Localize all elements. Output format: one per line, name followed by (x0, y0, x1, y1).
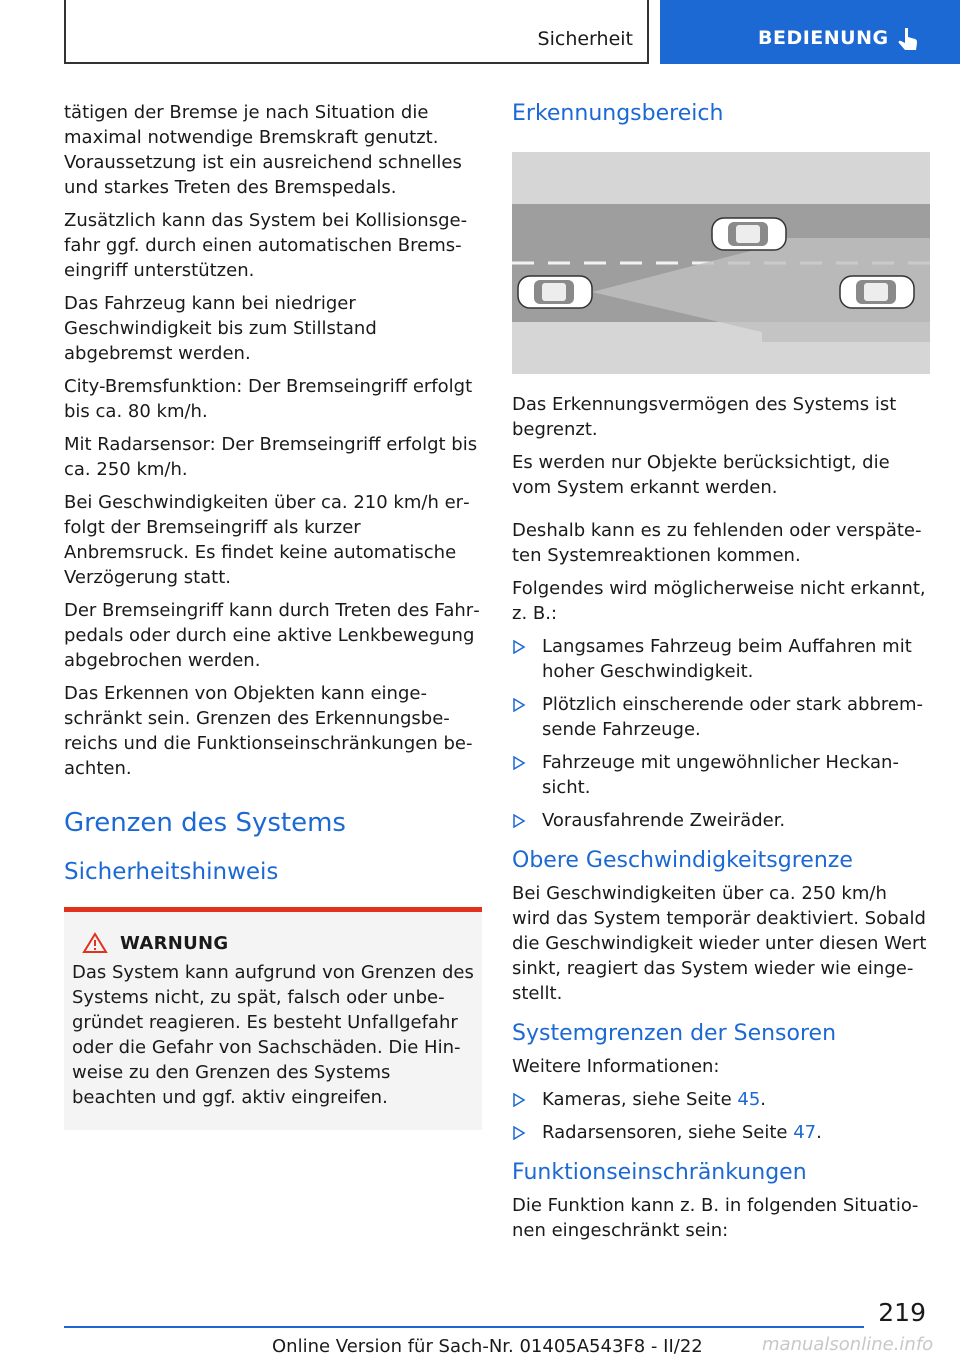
paragraph: Weitere Informationen: (512, 1056, 720, 1077)
car-top-icon (518, 276, 592, 308)
heading-erkennungsbereich: Erkennungsbereich (512, 101, 724, 126)
car-top-icon (712, 218, 786, 250)
reference-list (512, 1087, 930, 1145)
paragraph: Zusätzlich kann das System bei Kollisionsgefahr ggf. durch einen automatischen Bremseingriff unterstützen. (64, 210, 468, 281)
paragraph: Mit Radarsensor: Der Bremseingriff erfolgt bis ca. 250 km/h. (64, 434, 478, 480)
triangle-bullet-icon (512, 1126, 526, 1140)
paragraph: Folgendes wird möglicherweise nicht erkannt, z. B.: (512, 578, 926, 624)
paragraph: Die Funktion kann z. B. in folgenden Situationen eingeschränkt sein: (512, 1195, 919, 1241)
heading-sicherheitshinweis: Sicherheitshinweis (64, 859, 279, 885)
triangle-bullet-icon (512, 698, 526, 712)
heading-obere-geschwindigkeitsgrenze: Obere Geschwindigkeitsgrenze (512, 848, 853, 873)
warning-text: Das System kann aufgrund von Grenzen des Systems nicht, zu spät, falsch oder unbegründet reagieren. Es besteht Unfallgefahr oder die Gefahr von Sachschäden. Die Hinweise zu den Grenzen des Systems beachten und ggf. aktiv eingreifen. (72, 962, 474, 1108)
paragraph: Das Erkennungsvermögen des Systems ist begrenzt. (512, 394, 897, 440)
page-link[interactable]: 45 (737, 1089, 761, 1110)
chapter-label: BEDIENUNG (758, 27, 889, 49)
paragraph: Das Erkennen von Objekten kann eingeschränkt sein. Grenzen des Erkennungsbereichs und die Funktionseinschränkungen beachten. (64, 683, 473, 779)
paragraph: Deshalb kann es zu fehlenden oder verspäteten Systemreaktionen kommen. (512, 520, 922, 566)
page-number: 219 (878, 1298, 926, 1327)
triangle-bullet-icon (512, 640, 526, 654)
warning-triangle-icon (82, 932, 108, 954)
watermark: manualsonline.info (762, 1334, 934, 1355)
triangle-bullet-icon (512, 1093, 526, 1107)
triangle-bullet-icon (512, 756, 526, 770)
paragraph: Bei Geschwindigkeiten über ca. 210 km/h erfolgt der Bremseingriff als kurzer Anbremsruck. Es findet keine automatische Verzögerung statt. (64, 492, 470, 588)
paragraph: Es werden nur Objekte berücksichtigt, die vom System erkannt werden. (512, 452, 890, 498)
paragraph: Der Bremseingriff kann durch Treten des Fahrpedals oder durch eine aktive Lenkbewegung abgebrochen werden. (64, 600, 480, 671)
right-column (512, 100, 930, 1251)
list-item: Plötzlich einscherende oder stark abbremsende Fahrzeuge. (512, 692, 930, 742)
warning-box (64, 907, 482, 1130)
list-item: Langsames Fahrzeug beim Auffahren mit hoher Geschwindigkeit. (512, 634, 930, 684)
header-section-box (64, 0, 649, 64)
heading-funktionseinschraenkungen: Funktionseinschränkungen (512, 1160, 807, 1185)
limitation-list (512, 634, 930, 833)
detection-range-illustration (512, 152, 930, 374)
heading-grenzen: Grenzen des Systems (64, 808, 346, 838)
warning-header (72, 932, 474, 954)
paragraph: Bei Geschwindigkeiten über ca. 250 km/h wird das System temporär deaktiviert. Sobald die Geschwindigkeit wieder unter diesen Wert sinkt, reagiert das System wieder wie eingestellt. (512, 883, 927, 1004)
list-item: Fahrzeuge mit ungewöhnlicher Heckansicht. (512, 750, 930, 800)
section-title: Sicherheit (537, 28, 633, 50)
left-column (64, 100, 482, 1130)
paragraph: tätigen der Bremse je nach Situation die maximal notwendige Bremskraft genutzt. Voraussetzung ist ein ausreichend schnelles und starkes Treten des Bremspedals. (64, 102, 462, 198)
paragraph: Das Fahrzeug kann bei niedriger Geschwindigkeit bis zum Stillstand abgebremst werden. (64, 293, 377, 364)
heading-systemgrenzen-sensoren: Systemgrenzen der Sensoren (512, 1021, 837, 1046)
list-item: Radarsensoren, siehe Seite 47. (512, 1120, 930, 1145)
list-item: Kameras, siehe Seite 45. (512, 1087, 930, 1112)
footer-text: Online Version für Sach-Nr. 01405A543F8 - II/22 (272, 1336, 703, 1357)
car-top-icon (840, 276, 914, 308)
warning-title: WARNUNG (120, 932, 229, 954)
paragraph: City-Bremsfunktion: Der Bremseingriff erfolgt bis ca. 80 km/h. (64, 376, 473, 422)
list-item: Vorausfahrende Zweiräder. (512, 808, 930, 833)
chapter-tab[interactable] (660, 0, 960, 64)
hand-pointer-icon (896, 26, 920, 52)
footer-divider (64, 1326, 864, 1328)
triangle-bullet-icon (512, 814, 526, 828)
page-link[interactable]: 47 (793, 1122, 817, 1143)
